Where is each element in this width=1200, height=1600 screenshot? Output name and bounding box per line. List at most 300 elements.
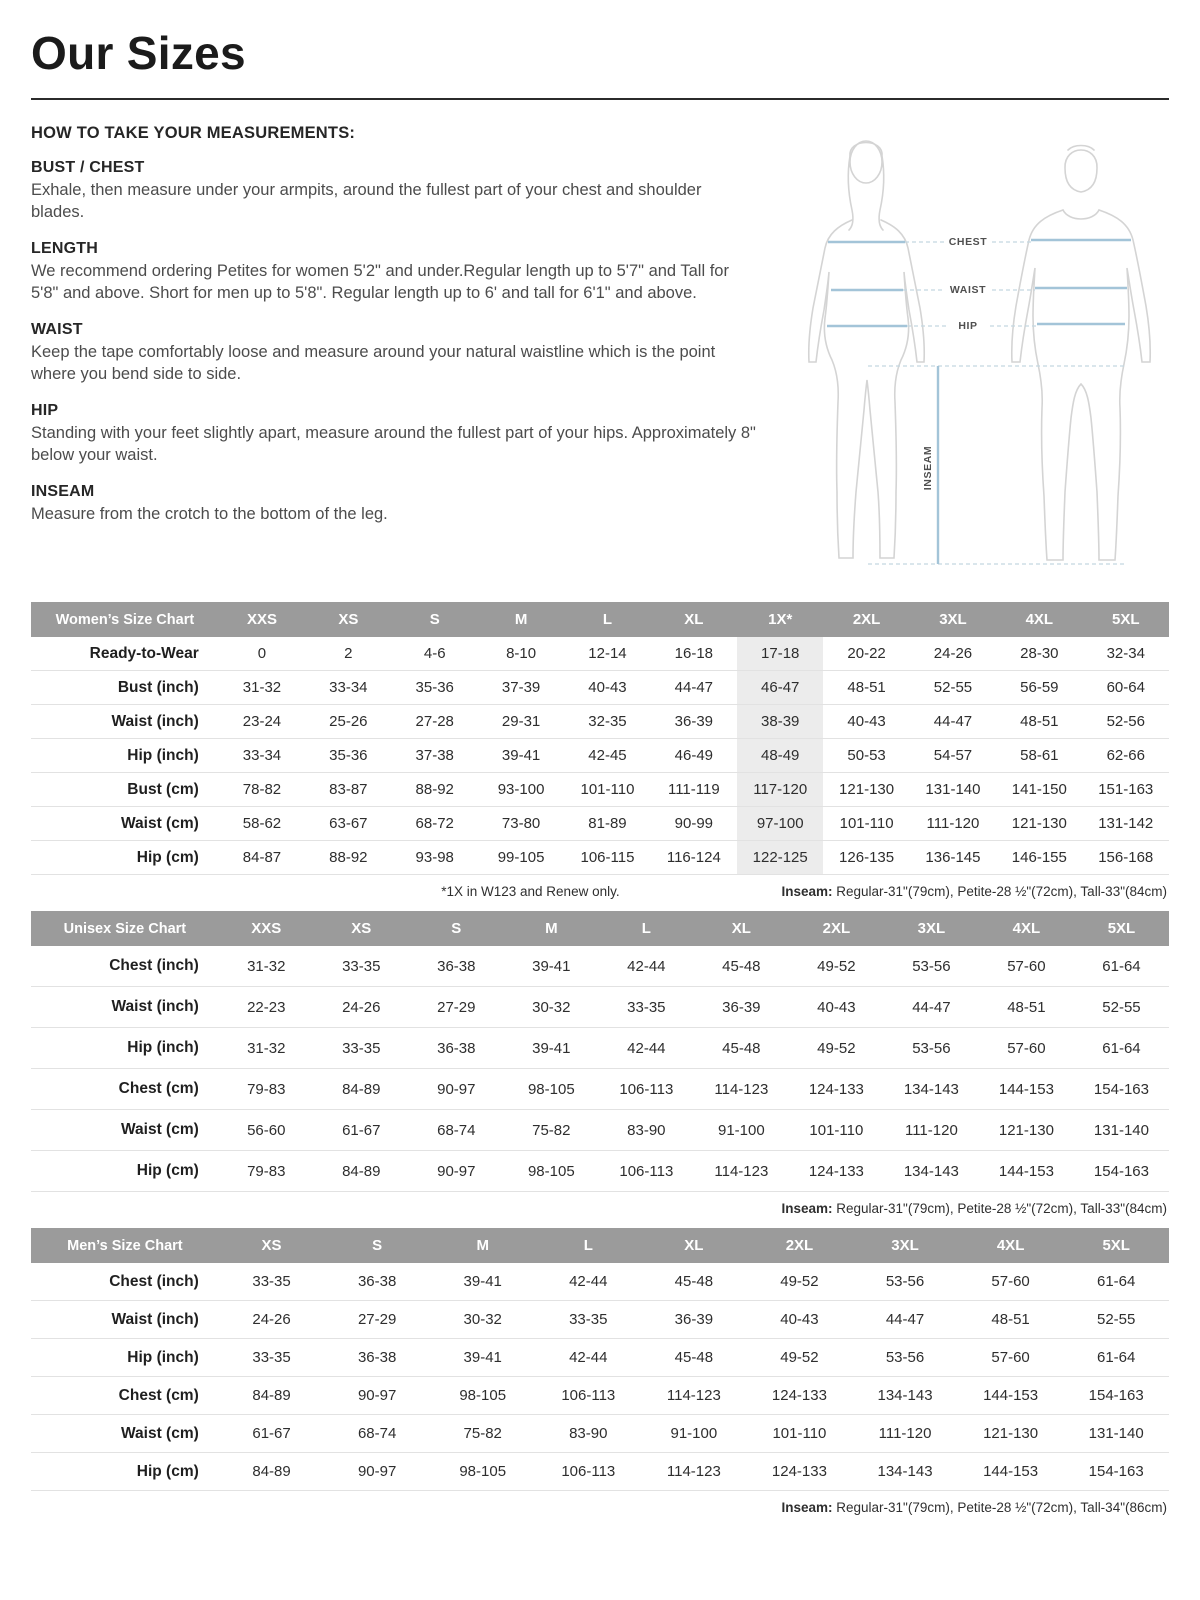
row-label: Hip (inch) xyxy=(31,739,219,773)
cell: 27-29 xyxy=(409,987,504,1028)
cell: 122-125 xyxy=(737,841,823,875)
header-row xyxy=(31,602,1169,637)
cell: 31-32 xyxy=(219,671,305,705)
cell: 53-56 xyxy=(852,1263,958,1301)
cell: 144-153 xyxy=(979,1151,1074,1192)
column-header: M xyxy=(504,911,599,946)
column-header: S xyxy=(324,1228,430,1263)
cell: 84-89 xyxy=(219,1453,325,1491)
cell: 124-133 xyxy=(747,1453,853,1491)
column-header: M xyxy=(430,1228,536,1263)
row-label: Hip (inch) xyxy=(31,1028,219,1069)
cell: 75-82 xyxy=(430,1415,536,1453)
column-header: XS xyxy=(314,911,409,946)
measurement-section xyxy=(31,483,759,526)
cell: 131-140 xyxy=(1074,1110,1169,1151)
cell: 49-52 xyxy=(747,1339,853,1377)
column-header: 5XL xyxy=(1083,602,1169,637)
column-header: 2XL xyxy=(823,602,909,637)
cell: 61-64 xyxy=(1063,1339,1169,1377)
cell: 44-47 xyxy=(651,671,737,705)
cell: 62-66 xyxy=(1083,739,1169,773)
cell: 36-39 xyxy=(641,1301,747,1339)
waist-label: WAIST xyxy=(949,284,987,296)
footnote: *1X in W123 and Renew only. xyxy=(441,884,620,899)
cell: 23-24 xyxy=(219,705,305,739)
cell: 136-145 xyxy=(910,841,996,875)
cell: 90-97 xyxy=(324,1453,430,1491)
column-header: XS xyxy=(219,1228,325,1263)
cell: 40-43 xyxy=(789,987,884,1028)
mens-size-chart xyxy=(31,1228,1169,1491)
column-header: 4XL xyxy=(979,911,1074,946)
cell: 84-89 xyxy=(219,1377,325,1415)
cell: 98-105 xyxy=(504,1069,599,1110)
cell: 40-43 xyxy=(823,705,909,739)
unisex-size-chart xyxy=(31,911,1169,1192)
cell: 45-48 xyxy=(641,1263,747,1301)
cell: 121-130 xyxy=(823,773,909,807)
cell: 17-18 xyxy=(737,637,823,671)
cell: 36-38 xyxy=(409,946,504,987)
cell: 101-110 xyxy=(564,773,650,807)
column-header: 2XL xyxy=(789,911,884,946)
cell: 84-87 xyxy=(219,841,305,875)
cell: 27-28 xyxy=(392,705,478,739)
measurement-section xyxy=(31,402,759,467)
cell: 49-52 xyxy=(789,1028,884,1069)
cell: 83-87 xyxy=(305,773,391,807)
cell: 42-44 xyxy=(599,946,694,987)
cell: 12-14 xyxy=(564,637,650,671)
table-row xyxy=(31,773,1169,807)
cell: 30-32 xyxy=(504,987,599,1028)
column-header: S xyxy=(392,602,478,637)
cell: 84-89 xyxy=(314,1069,409,1110)
header-row xyxy=(31,911,1169,946)
cell: 40-43 xyxy=(564,671,650,705)
title-divider xyxy=(31,98,1169,100)
instruction-sections xyxy=(31,159,759,525)
cell: 54-57 xyxy=(910,739,996,773)
cell: 57-60 xyxy=(979,946,1074,987)
cell: 61-67 xyxy=(219,1415,325,1453)
cell: 27-29 xyxy=(324,1301,430,1339)
cell: 45-48 xyxy=(641,1339,747,1377)
cell: 134-143 xyxy=(852,1453,958,1491)
cell: 36-38 xyxy=(409,1028,504,1069)
section-title: HIP xyxy=(31,401,59,419)
cell: 61-67 xyxy=(314,1110,409,1151)
body-figures-illustration xyxy=(786,126,1166,586)
cell: 111-119 xyxy=(651,773,737,807)
cell: 44-47 xyxy=(884,987,979,1028)
cell: 73-80 xyxy=(478,807,564,841)
size-tables xyxy=(31,602,1169,1519)
cell: 53-56 xyxy=(884,946,979,987)
table-footnotes xyxy=(31,1192,1169,1220)
row-label: Hip (cm) xyxy=(31,841,219,875)
cell: 106-115 xyxy=(564,841,650,875)
cell: 36-38 xyxy=(324,1339,430,1377)
hip-label: HIP xyxy=(958,320,978,332)
section-body: Standing with your feet slightly apart, measure around the fullest part of your hips. Approximately 8" below your waist. xyxy=(31,423,756,464)
cell: 37-38 xyxy=(392,739,478,773)
column-header: XS xyxy=(305,602,391,637)
column-header: 2XL xyxy=(747,1228,853,1263)
cell: 75-82 xyxy=(504,1110,599,1151)
instructions-heading: HOW TO TAKE YOUR MEASUREMENTS: xyxy=(31,124,356,142)
row-label: Ready-to-Wear xyxy=(31,637,219,671)
cell: 52-56 xyxy=(1083,705,1169,739)
cell: 68-74 xyxy=(324,1415,430,1453)
cell: 45-48 xyxy=(694,946,789,987)
cell: 31-32 xyxy=(219,946,314,987)
cell: 154-163 xyxy=(1063,1377,1169,1415)
cell: 33-34 xyxy=(219,739,305,773)
cell: 38-39 xyxy=(737,705,823,739)
cell: 117-120 xyxy=(737,773,823,807)
cell: 126-135 xyxy=(823,841,909,875)
cell: 99-105 xyxy=(478,841,564,875)
row-label: Waist (cm) xyxy=(31,1110,219,1151)
cell: 101-110 xyxy=(747,1415,853,1453)
cell: 45-48 xyxy=(694,1028,789,1069)
table-title: Women’s Size Chart xyxy=(31,602,219,637)
cell: 93-100 xyxy=(478,773,564,807)
cell: 121-130 xyxy=(996,807,1082,841)
cell: 88-92 xyxy=(305,841,391,875)
table-row xyxy=(31,841,1169,875)
cell: 39-41 xyxy=(504,946,599,987)
cell: 90-97 xyxy=(409,1069,504,1110)
cell: 88-92 xyxy=(392,773,478,807)
cell: 79-83 xyxy=(219,1069,314,1110)
cell: 39-41 xyxy=(504,1028,599,1069)
cell: 131-140 xyxy=(1063,1415,1169,1453)
cell: 33-35 xyxy=(219,1263,325,1301)
cell: 36-38 xyxy=(324,1263,430,1301)
cell: 48-51 xyxy=(979,987,1074,1028)
cell: 154-163 xyxy=(1074,1069,1169,1110)
cell: 63-67 xyxy=(305,807,391,841)
cell: 124-133 xyxy=(747,1377,853,1415)
cell: 52-55 xyxy=(1063,1301,1169,1339)
table-row xyxy=(31,946,1169,987)
cell: 90-97 xyxy=(324,1377,430,1415)
row-label: Waist (cm) xyxy=(31,807,219,841)
cell: 146-155 xyxy=(996,841,1082,875)
cell: 44-47 xyxy=(852,1301,958,1339)
cell: 36-39 xyxy=(651,705,737,739)
cell: 81-89 xyxy=(564,807,650,841)
cell: 57-60 xyxy=(958,1263,1064,1301)
row-label: Chest (cm) xyxy=(31,1069,219,1110)
female-figure-outline xyxy=(809,141,925,558)
cell: 144-153 xyxy=(958,1453,1064,1491)
column-header: L xyxy=(564,602,650,637)
cell: 98-105 xyxy=(430,1377,536,1415)
cell: 114-123 xyxy=(641,1453,747,1491)
cell: 48-51 xyxy=(958,1301,1064,1339)
cell: 33-35 xyxy=(314,1028,409,1069)
cell: 68-72 xyxy=(392,807,478,841)
cell: 29-31 xyxy=(478,705,564,739)
table-row xyxy=(31,671,1169,705)
row-label: Chest (cm) xyxy=(31,1377,219,1415)
row-label: Bust (cm) xyxy=(31,773,219,807)
cell: 154-163 xyxy=(1063,1453,1169,1491)
chest-label: CHEST xyxy=(948,236,988,248)
cell: 61-64 xyxy=(1063,1263,1169,1301)
cell: 31-32 xyxy=(219,1028,314,1069)
cell: 46-47 xyxy=(737,671,823,705)
row-label: Chest (inch) xyxy=(31,946,219,987)
section-title: BUST / CHEST xyxy=(31,159,145,176)
cell: 111-120 xyxy=(852,1415,958,1453)
cell: 24-26 xyxy=(314,987,409,1028)
cell: 52-55 xyxy=(910,671,996,705)
cell: 56-60 xyxy=(219,1110,314,1151)
row-label: Waist (inch) xyxy=(31,987,219,1028)
cell: 39-41 xyxy=(430,1339,536,1377)
section-body: We recommend ordering Petites for women 5'2" and under.Regular length up to 5'7" and Tall for 5'8" and above. Short for men up to 5'8". Regular length up to 6' and tall for 6'1" and above. xyxy=(31,261,729,302)
cell: 131-140 xyxy=(910,773,996,807)
cell: 83-90 xyxy=(599,1110,694,1151)
section-body: Exhale, then measure under your armpits, around the fullest part of your chest and shoulder blades. xyxy=(31,181,702,221)
table-row xyxy=(31,1339,1169,1377)
table-row xyxy=(31,705,1169,739)
cell: 42-45 xyxy=(564,739,650,773)
cell: 50-53 xyxy=(823,739,909,773)
footnote: Inseam: Regular-31"(79cm), Petite-28 ½"(72cm), Tall-33"(84cm) xyxy=(781,1201,1167,1216)
row-label: Hip (cm) xyxy=(31,1151,219,1192)
column-header: XL xyxy=(651,602,737,637)
page-title: Our Sizes xyxy=(31,27,246,79)
cell: 53-56 xyxy=(884,1028,979,1069)
cell: 30-32 xyxy=(430,1301,536,1339)
cell: 90-99 xyxy=(651,807,737,841)
table-row xyxy=(31,739,1169,773)
table-title: Men’s Size Chart xyxy=(31,1228,219,1263)
cell: 111-120 xyxy=(910,807,996,841)
footnote: Inseam: Regular-31"(79cm), Petite-28 ½"(72cm), Tall-34"(86cm) xyxy=(781,1500,1167,1515)
cell: 121-130 xyxy=(979,1110,1074,1151)
cell: 49-52 xyxy=(747,1263,853,1301)
cell: 134-143 xyxy=(884,1069,979,1110)
cell: 134-143 xyxy=(852,1377,958,1415)
inseam-label: INSEAM xyxy=(922,445,934,491)
table-row xyxy=(31,807,1169,841)
row-label: Waist (inch) xyxy=(31,1301,219,1339)
cell: 68-74 xyxy=(409,1110,504,1151)
cell: 33-35 xyxy=(314,946,409,987)
column-header: 3XL xyxy=(884,911,979,946)
cell: 24-26 xyxy=(219,1301,325,1339)
column-header: 3XL xyxy=(910,602,996,637)
cell: 58-61 xyxy=(996,739,1082,773)
table-row xyxy=(31,1069,1169,1110)
cell: 2 xyxy=(305,637,391,671)
mens-size-chart-block xyxy=(31,1228,1169,1519)
table-row xyxy=(31,1151,1169,1192)
measurement-instructions xyxy=(31,124,759,586)
cell: 84-89 xyxy=(314,1151,409,1192)
section-title: INSEAM xyxy=(31,482,95,500)
cell: 8-10 xyxy=(478,637,564,671)
table-row xyxy=(31,1415,1169,1453)
row-label: Waist (cm) xyxy=(31,1415,219,1453)
section-title: LENGTH xyxy=(31,239,98,257)
cell: 37-39 xyxy=(478,671,564,705)
table-footnotes xyxy=(31,1491,1169,1519)
column-header: XXS xyxy=(219,911,314,946)
cell: 33-35 xyxy=(599,987,694,1028)
section-title: WAIST xyxy=(31,320,83,338)
column-header: 3XL xyxy=(852,1228,958,1263)
cell: 42-44 xyxy=(536,1263,642,1301)
cell: 97-100 xyxy=(737,807,823,841)
cell: 131-142 xyxy=(1083,807,1169,841)
cell: 36-39 xyxy=(694,987,789,1028)
cell: 78-82 xyxy=(219,773,305,807)
cell: 114-123 xyxy=(694,1151,789,1192)
table-row xyxy=(31,1301,1169,1339)
cell: 144-153 xyxy=(979,1069,1074,1110)
cell: 114-123 xyxy=(641,1377,747,1415)
cell: 28-30 xyxy=(996,637,1082,671)
cell: 58-62 xyxy=(219,807,305,841)
table-row xyxy=(31,1110,1169,1151)
cell: 35-36 xyxy=(392,671,478,705)
cell: 98-105 xyxy=(430,1453,536,1491)
cell: 156-168 xyxy=(1083,841,1169,875)
footnote: Inseam: Regular-31"(79cm), Petite-28 ½"(72cm), Tall-33"(84cm) xyxy=(781,884,1167,899)
cell: 39-41 xyxy=(478,739,564,773)
unisex-size-chart-block xyxy=(31,911,1169,1220)
column-header: 1X* xyxy=(737,602,823,637)
measurement-section xyxy=(31,321,759,386)
row-label: Hip (cm) xyxy=(31,1453,219,1491)
cell: 48-51 xyxy=(996,705,1082,739)
section-body: Measure from the crotch to the bottom of the leg. xyxy=(31,504,388,523)
cell: 61-64 xyxy=(1074,946,1169,987)
table-row xyxy=(31,1263,1169,1301)
cell: 83-90 xyxy=(536,1415,642,1453)
row-label: Waist (inch) xyxy=(31,705,219,739)
column-header: 4XL xyxy=(996,602,1082,637)
cell: 61-64 xyxy=(1074,1028,1169,1069)
cell: 106-113 xyxy=(599,1151,694,1192)
cell: 151-163 xyxy=(1083,773,1169,807)
column-header: XL xyxy=(694,911,789,946)
table-title: Unisex Size Chart xyxy=(31,911,219,946)
cell: 48-49 xyxy=(737,739,823,773)
cell: 33-35 xyxy=(536,1301,642,1339)
cell: 53-56 xyxy=(852,1339,958,1377)
cell: 42-44 xyxy=(599,1028,694,1069)
cell: 106-113 xyxy=(536,1453,642,1491)
cell: 48-51 xyxy=(823,671,909,705)
cell: 46-49 xyxy=(651,739,737,773)
cell: 22-23 xyxy=(219,987,314,1028)
cell: 56-59 xyxy=(996,671,1082,705)
cell: 0 xyxy=(219,637,305,671)
cell: 154-163 xyxy=(1074,1151,1169,1192)
cell: 16-18 xyxy=(651,637,737,671)
cell: 124-133 xyxy=(789,1151,884,1192)
cell: 35-36 xyxy=(305,739,391,773)
cell: 114-123 xyxy=(694,1069,789,1110)
cell: 91-100 xyxy=(694,1110,789,1151)
cell: 44-47 xyxy=(910,705,996,739)
cell: 42-44 xyxy=(536,1339,642,1377)
cell: 60-64 xyxy=(1083,671,1169,705)
cell: 116-124 xyxy=(651,841,737,875)
column-header: M xyxy=(478,602,564,637)
table-row xyxy=(31,637,1169,671)
cell: 101-110 xyxy=(789,1110,884,1151)
cell: 101-110 xyxy=(823,807,909,841)
row-label: Chest (inch) xyxy=(31,1263,219,1301)
cell: 33-35 xyxy=(219,1339,325,1377)
cell: 57-60 xyxy=(979,1028,1074,1069)
table-row xyxy=(31,1028,1169,1069)
row-label: Bust (inch) xyxy=(31,671,219,705)
cell: 124-133 xyxy=(789,1069,884,1110)
column-header: XL xyxy=(641,1228,747,1263)
cell: 106-113 xyxy=(599,1069,694,1110)
womens-size-chart xyxy=(31,602,1169,875)
measurement-diagram xyxy=(783,124,1169,586)
cell: 32-34 xyxy=(1083,637,1169,671)
cell: 25-26 xyxy=(305,705,391,739)
womens-size-chart-block xyxy=(31,602,1169,903)
cell: 134-143 xyxy=(884,1151,979,1192)
column-header: 5XL xyxy=(1074,911,1169,946)
cell: 91-100 xyxy=(641,1415,747,1453)
cell: 39-41 xyxy=(430,1263,536,1301)
column-header: 5XL xyxy=(1063,1228,1169,1263)
dashed-guide-lines xyxy=(868,242,1126,564)
column-header: L xyxy=(599,911,694,946)
cell: 32-35 xyxy=(564,705,650,739)
cell: 93-98 xyxy=(392,841,478,875)
table-row xyxy=(31,1377,1169,1415)
table-footnotes xyxy=(31,875,1169,903)
section-body: Keep the tape comfortably loose and measure around your natural waistline which is the point where you bend side to side. xyxy=(31,342,716,383)
male-figure-outline xyxy=(1012,146,1151,561)
cell: 106-113 xyxy=(536,1377,642,1415)
column-header: S xyxy=(409,911,504,946)
cell: 20-22 xyxy=(823,637,909,671)
column-header: L xyxy=(536,1228,642,1263)
measurement-section xyxy=(31,240,759,305)
cell: 141-150 xyxy=(996,773,1082,807)
cell: 121-130 xyxy=(958,1415,1064,1453)
cell: 57-60 xyxy=(958,1339,1064,1377)
cell: 52-55 xyxy=(1074,987,1169,1028)
table-row xyxy=(31,987,1169,1028)
header-row xyxy=(31,1228,1169,1263)
top-section xyxy=(31,124,1169,586)
row-label: Hip (inch) xyxy=(31,1339,219,1377)
cell: 33-34 xyxy=(305,671,391,705)
cell: 144-153 xyxy=(958,1377,1064,1415)
cell: 49-52 xyxy=(789,946,884,987)
cell: 90-97 xyxy=(409,1151,504,1192)
cell: 40-43 xyxy=(747,1301,853,1339)
